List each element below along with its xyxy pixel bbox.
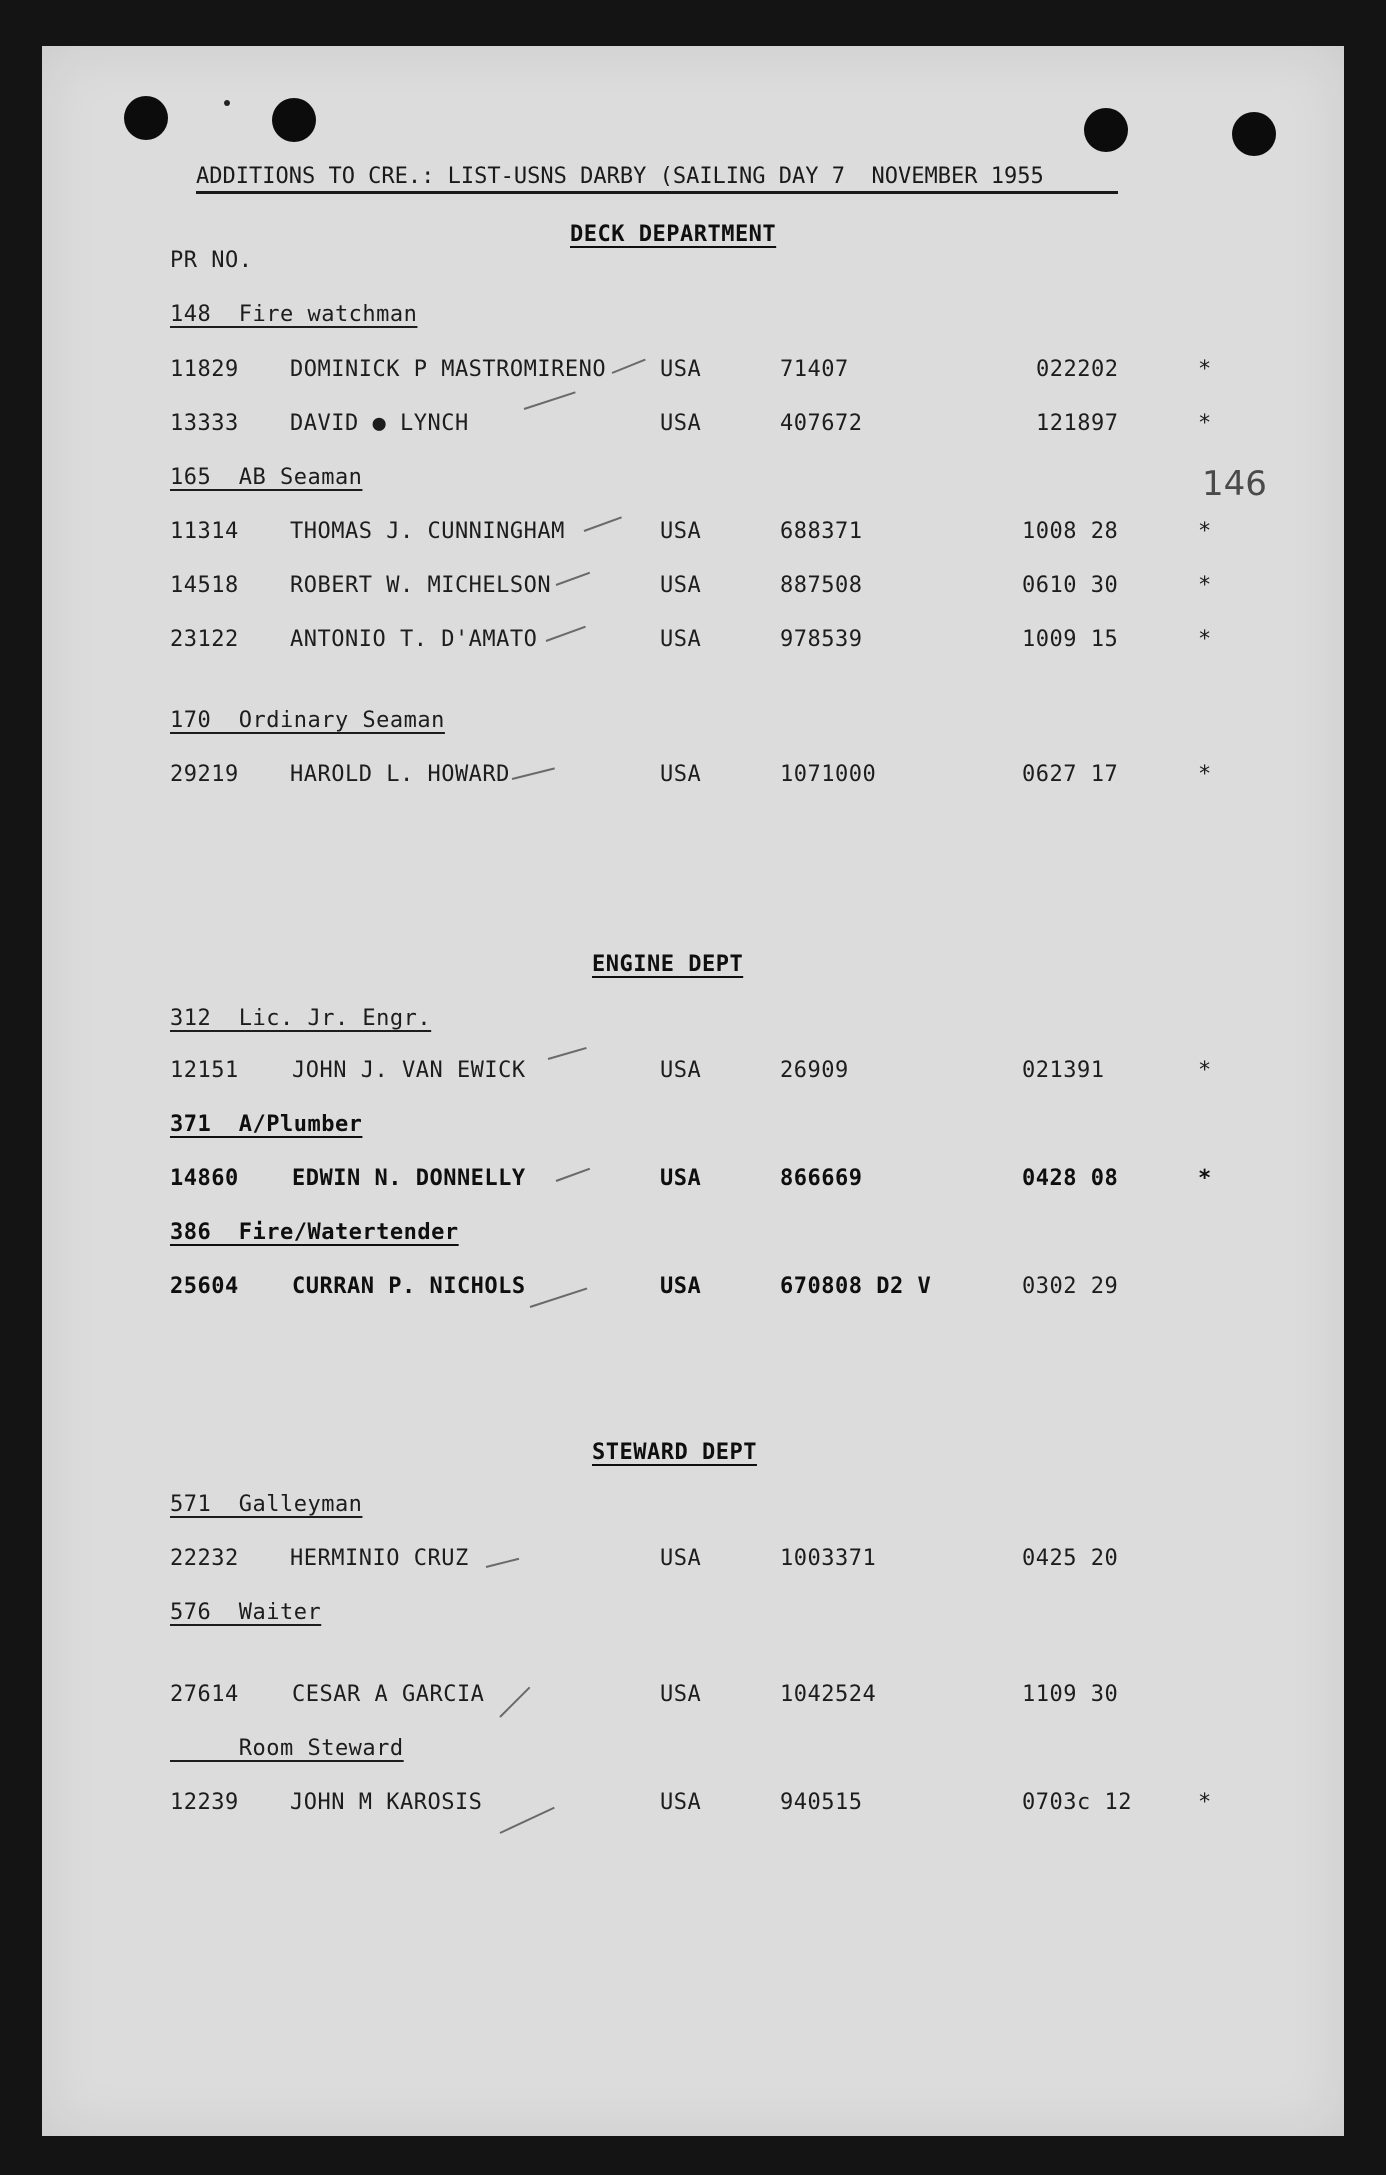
nationality-cell: USA [660, 411, 702, 436]
number-cell: 866669 [780, 1166, 863, 1191]
dept-heading-engine: ENGINE DEPT [592, 952, 744, 977]
group-title: 165 AB Seaman [170, 465, 363, 490]
date-cell: 0425 20 [1022, 1546, 1119, 1571]
name-cell: HERMINIO CRUZ [290, 1546, 469, 1571]
punch-hole [124, 96, 168, 140]
pr-cell: 23122 [170, 627, 239, 652]
nationality-cell: USA [660, 573, 702, 598]
asterisk-mark: * [1198, 762, 1212, 787]
nationality-cell: USA [660, 627, 702, 652]
dept-heading-deck: DECK DEPARTMENT [570, 222, 777, 247]
number-cell: 978539 [780, 627, 863, 652]
pr-number-label: PR NO. [170, 248, 253, 273]
asterisk-mark: * [1198, 357, 1212, 382]
asterisk-mark: * [1198, 573, 1212, 598]
asterisk-mark: * [1198, 411, 1212, 436]
group-title: 571 Galleyman [170, 1492, 363, 1517]
pr-cell: 11314 [170, 519, 239, 544]
number-cell: 940515 [780, 1790, 863, 1815]
page-number-stamp: 146 [1202, 464, 1267, 504]
nationality-cell: USA [660, 519, 702, 544]
group-title: 170 Ordinary Seaman [170, 708, 445, 733]
pr-cell: 13333 [170, 411, 239, 436]
dept-heading-steward: STEWARD DEPT [592, 1440, 757, 1465]
number-cell: 887508 [780, 573, 863, 598]
asterisk-mark: * [1198, 627, 1212, 652]
page-title: ADDITIONS TO CRE.: LIST-USNS DARBY (SAILING DAY 7 NOVEMBER 1955 [196, 164, 1118, 194]
name-cell: HAROLD L. HOWARD [290, 762, 510, 787]
name-cell: JOHN J. VAN EWICK [292, 1058, 526, 1083]
asterisk-mark: * [1198, 1790, 1212, 1815]
punch-hole [1232, 112, 1276, 156]
asterisk-mark: * [1198, 519, 1212, 544]
number-cell: 688371 [780, 519, 863, 544]
date-cell: 0610 30 [1022, 573, 1119, 598]
number-cell: 1042524 [780, 1682, 877, 1707]
name-cell: CESAR A GARCIA [292, 1682, 485, 1707]
pr-cell: 25604 [170, 1274, 239, 1299]
group-title: Room Steward [170, 1736, 404, 1761]
group-title: 312 Lic. Jr. Engr. [170, 1006, 432, 1031]
name-cell: EDWIN N. DONNELLY [292, 1166, 526, 1191]
punch-hole [1084, 108, 1128, 152]
nationality-cell: USA [660, 1166, 702, 1191]
group-title: 386 Fire/Watertender [170, 1220, 459, 1245]
nationality-cell: USA [660, 357, 702, 382]
pr-cell: 29219 [170, 762, 239, 787]
date-cell: 0302 29 [1022, 1274, 1119, 1299]
pr-cell: 14860 [170, 1166, 239, 1191]
nationality-cell: USA [660, 1058, 702, 1083]
group-title: 148 Fire watchman [170, 302, 418, 327]
number-cell: 71407 [780, 357, 849, 382]
date-cell: 121897 [1036, 411, 1119, 436]
group-title: 371 A/Plumber [170, 1112, 363, 1137]
pr-cell: 12239 [170, 1790, 239, 1815]
name-cell: CURRAN P. NICHOLS [292, 1274, 526, 1299]
number-cell: 407672 [780, 411, 863, 436]
name-cell: JOHN M KAROSIS [290, 1790, 483, 1815]
group-title: 576 Waiter [170, 1600, 322, 1625]
name-cell: THOMAS J. CUNNINGHAM [290, 519, 565, 544]
nationality-cell: USA [660, 1546, 702, 1571]
name-cell: ROBERT W. MICHELSON [290, 573, 552, 598]
date-cell: 1109 30 [1022, 1682, 1119, 1707]
date-cell: 0703c 12 [1022, 1790, 1132, 1815]
date-cell: 1009 15 [1022, 627, 1119, 652]
nationality-cell: USA [660, 1790, 702, 1815]
asterisk-mark: * [1198, 1058, 1212, 1083]
date-cell: 021391 [1022, 1058, 1105, 1083]
number-cell: 1003371 [780, 1546, 877, 1571]
number-cell: 670808 D2 V [780, 1274, 932, 1299]
number-cell: 1071000 [780, 762, 877, 787]
pr-cell: 11829 [170, 357, 239, 382]
pr-cell: 14518 [170, 573, 239, 598]
number-cell: 26909 [780, 1058, 849, 1083]
nationality-cell: USA [660, 762, 702, 787]
date-cell: 0627 17 [1022, 762, 1119, 787]
pr-cell: 27614 [170, 1682, 239, 1707]
date-cell: 1008 28 [1022, 519, 1119, 544]
name-cell: DOMINICK P MASTROMIRENO [290, 357, 607, 382]
pr-cell: 12151 [170, 1058, 239, 1083]
date-cell: 0428 08 [1022, 1166, 1119, 1191]
pr-cell: 22232 [170, 1546, 239, 1571]
nationality-cell: USA [660, 1682, 702, 1707]
asterisk-mark: * [1198, 1166, 1212, 1191]
date-cell: 022202 [1036, 357, 1119, 382]
punch-hole [272, 98, 316, 142]
name-cell: DAVID ● LYNCH [290, 411, 469, 436]
nationality-cell: USA [660, 1274, 702, 1299]
name-cell: ANTONIO T. D'AMATO [290, 627, 538, 652]
ink-dot [224, 100, 230, 106]
